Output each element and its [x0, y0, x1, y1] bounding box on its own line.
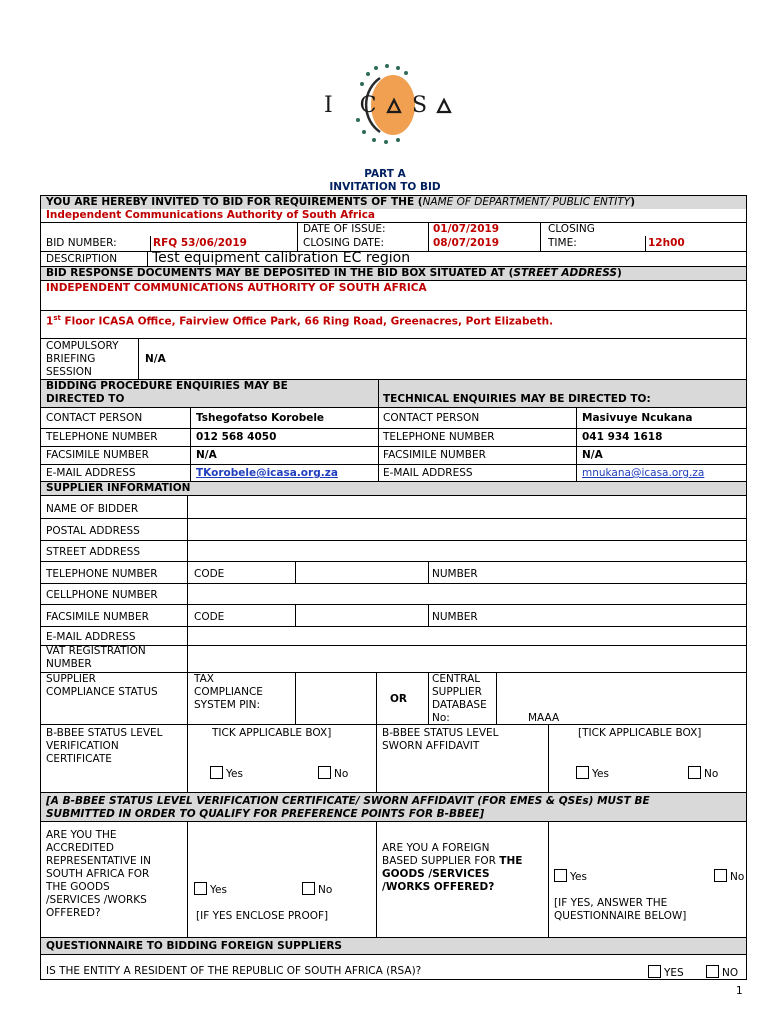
tax-pin-label-2: COMPLIANCE [194, 686, 263, 698]
svg-text:I C: I C [324, 93, 387, 118]
foreign-question-3: GOODS /SERVICES [382, 868, 490, 880]
invite-statement [46, 196, 746, 209]
csd-label-4: No: [432, 712, 450, 724]
technical-fax-label: FACSIMILE NUMBER [383, 449, 486, 461]
deposit-prefix: BID RESPONSE DOCUMENTS MAY BE DEPOSITED IN THE BID BOX SITUATED AT ( [46, 267, 514, 279]
bidding-enquiries-header-2: DIRECTED TO [46, 393, 125, 405]
bbbee-notice-1: [A B-BBEE STATUS LEVEL VERIFICATION CERTIFICATE/ SWORN AFFIDAVIT (FOR EMES & QSEs) MUST BE [46, 795, 650, 807]
foreign-if-yes-2: QUESTIONNAIRE BELOW] [554, 910, 687, 922]
foreign-question-2b: THE [499, 855, 523, 867]
rep-question-5: THE GOODS [46, 881, 110, 893]
bidding-email-label: E-MAIL ADDRESS [46, 467, 136, 479]
technical-email-link[interactable]: mnukana@icasa.org.za [582, 467, 705, 479]
invite-entity: Independent Communications Authority of South Africa [46, 209, 376, 221]
rule [376, 724, 377, 792]
deposit-address-num: 1 [46, 315, 54, 328]
rep-question-2: ACCREDITED [46, 842, 114, 854]
bidding-telephone: 012 568 4050 [196, 431, 277, 443]
bbbee-affidavit-label-2: SWORN AFFIDAVIT [382, 740, 480, 752]
rule [496, 672, 497, 724]
rule [428, 222, 429, 252]
or-label: OR [390, 693, 408, 705]
rule [40, 540, 747, 541]
technical-contact-label: CONTACT PERSON [383, 412, 480, 424]
briefing-label-2: BRIEFING [46, 353, 96, 365]
questionnaire-q1-yes[interactable] [648, 965, 684, 980]
bidding-contact-label: CONTACT PERSON [46, 412, 143, 424]
rep-no[interactable] [302, 882, 332, 897]
bbbee-affidavit-yes-label: Yes [592, 768, 609, 780]
rule [40, 792, 747, 793]
csd-label-1: CENTRAL [432, 673, 481, 685]
bidder-name-label: NAME OF BIDDER [46, 503, 139, 515]
bidding-fax-label: FACSIMILE NUMBER [46, 449, 149, 461]
rule [297, 222, 298, 252]
rule [40, 222, 747, 223]
bbbee-affidavit-label-1: B-BBEE STATUS LEVEL [382, 727, 499, 739]
rule [40, 407, 747, 408]
date-of-issue: 01/07/2019 [433, 223, 500, 235]
tax-pin-label-3: SYSTEM PIN: [194, 699, 261, 711]
technical-enquiries-header: TECHNICAL ENQUIRIES MAY BE DIRECTED TO: [383, 393, 651, 405]
rep-question-6: /SERVICES /WORKS [46, 894, 147, 906]
rule [295, 672, 296, 724]
questionnaire-q1-no-label: NO [722, 967, 739, 979]
csd-maaa: MAAA [528, 712, 560, 724]
rule [40, 604, 747, 605]
supplier-telephone-label: TELEPHONE NUMBER [46, 568, 158, 580]
checkbox-icon[interactable] [714, 869, 727, 882]
rep-yes[interactable] [194, 882, 227, 897]
rule [147, 251, 148, 266]
rep-question-1: ARE YOU THE [46, 829, 117, 841]
closing-time: 12h00 [648, 237, 685, 249]
telephone-number-label: NUMBER [432, 568, 478, 580]
rep-enclose-proof: [IF YES ENCLOSE PROOF] [196, 910, 329, 922]
deposit-authority: INDEPENDENT COMMUNICATIONS AUTHORITY OF SOUTH AFRICA [46, 282, 427, 294]
rule [376, 821, 377, 937]
bbbee-cert-no-label: No [334, 768, 349, 780]
bbbee-cert-label-2: VERIFICATION [46, 740, 119, 752]
checkbox-icon[interactable] [194, 882, 207, 895]
supplier-email-label: E-MAIL ADDRESS [46, 631, 136, 643]
deposit-statement [46, 267, 746, 280]
bidding-contact: Tshegofatso Korobele [196, 412, 325, 424]
rule [40, 724, 747, 725]
bidding-fax: N/A [196, 449, 217, 461]
rule [138, 338, 139, 379]
rep-no-label: No [318, 884, 333, 896]
rule [40, 495, 747, 496]
icasa-logo [310, 60, 470, 145]
rule [40, 672, 747, 673]
technical-telephone: 041 934 1618 [582, 431, 663, 443]
checkbox-icon[interactable] [554, 869, 567, 882]
bidding-email-link[interactable]: TKorobele@icasa.org.za [196, 467, 338, 479]
checkbox-icon[interactable] [576, 766, 589, 779]
bbbee-cert-label-3: CERTIFICATE [46, 753, 112, 765]
rule [548, 821, 549, 937]
bbbee-affidavit-yes[interactable] [576, 766, 609, 781]
rule [295, 561, 296, 583]
bbbee-cert-yes[interactable] [210, 766, 243, 781]
foreign-no[interactable] [714, 869, 744, 884]
bbbee-affidavit-no-label: No [704, 768, 719, 780]
supplier-fax-label: FACSIMILE NUMBER [46, 611, 149, 623]
rule [428, 604, 429, 626]
bid-number: RFQ 53/06/2019 [153, 237, 247, 249]
rep-yes-label: Yes [210, 884, 227, 896]
rule [40, 626, 747, 627]
deposit-italic: STREET ADDRESS [513, 267, 617, 279]
rule [40, 954, 747, 955]
questionnaire-q1-yes-label: YES [664, 967, 684, 979]
table-border-right [746, 195, 747, 980]
rule [428, 561, 429, 583]
bbbee-affidavit-no[interactable] [688, 766, 718, 781]
date-of-issue-label: DATE OF ISSUE: [303, 223, 386, 235]
rule [40, 310, 747, 311]
deposit-suffix: ) [616, 267, 622, 279]
postal-address-label: POSTAL ADDRESS [46, 525, 140, 537]
bbbee-cert-yes-label: Yes [226, 768, 243, 780]
checkbox-icon[interactable] [648, 965, 661, 978]
rule [40, 937, 747, 938]
rule [187, 821, 188, 937]
rule [295, 604, 296, 626]
tax-pin-label-1: TAX [194, 673, 214, 685]
rule [40, 821, 747, 822]
bbbee-tick-label: TICK APPLICABLE BOX] [212, 727, 332, 739]
checkbox-icon[interactable] [706, 965, 719, 978]
bbbee-tick2-label: [TICK APPLICABLE BOX] [578, 727, 702, 739]
vat-label-1: VAT REGISTRATION [46, 645, 146, 657]
invitation-title: INVITATION TO BID [329, 181, 441, 193]
rule [376, 672, 377, 724]
street-address-label: STREET ADDRESS [46, 546, 141, 558]
rule [40, 464, 747, 465]
csd-label-2: SUPPLIER [432, 686, 482, 698]
rule [378, 379, 379, 481]
rule [40, 561, 747, 562]
rep-question-3: REPRESENTATIVE IN [46, 855, 151, 867]
foreign-no-label: No [730, 871, 745, 883]
foreign-yes[interactable] [554, 869, 587, 884]
rule [40, 428, 747, 429]
questionnaire-q1: IS THE ENTITY A RESIDENT OF THE REPUBLIC OF SOUTH AFRICA (RSA)? [46, 965, 422, 977]
rep-question-7: OFFERED? [46, 907, 101, 919]
part-title: PART A [364, 168, 406, 180]
csd-label-3: DATABASE [432, 699, 487, 711]
page-number: 1 [736, 985, 743, 997]
briefing-label-3: SESSION [46, 366, 92, 378]
closing-time-label-2: TIME: [548, 237, 577, 249]
deposit-address-sup: st [53, 314, 61, 322]
table-border-bottom [40, 979, 747, 980]
rule [548, 724, 549, 792]
rule [150, 236, 151, 252]
telephone-code-label: CODE [194, 568, 225, 580]
invite-italic: NAME OF DEPARTMENT/ PUBLIC ENTITY [422, 196, 631, 208]
foreign-question-1: ARE YOU A FOREIGN [382, 842, 490, 854]
checkbox-icon[interactable] [302, 882, 315, 895]
fax-number-label: NUMBER [432, 611, 478, 623]
invite-suffix: ) [630, 196, 636, 208]
deposit-address-rest: Floor ICASA Office, Fairview Office Park, 66 Ring Road, Greenacres, Port Elizabeth. [60, 315, 554, 328]
rule [428, 672, 429, 724]
foreign-yes-label: Yes [570, 871, 587, 883]
bid-number-label: BID NUMBER: [46, 237, 117, 249]
compliance-label-1: SUPPLIER [46, 673, 96, 685]
icasa-logo-graphic [310, 60, 470, 145]
technical-telephone-label: TELEPHONE NUMBER [383, 431, 495, 443]
vat-label-2: NUMBER [46, 658, 92, 670]
description-value: Test equipment calibration EC region [152, 250, 411, 266]
questionnaire-header: QUESTIONNAIRE TO BIDDING FOREIGN SUPPLIERS [46, 940, 342, 952]
technical-email-label: E-MAIL ADDRESS [383, 467, 473, 479]
bbbee-notice-2: SUBMITTED IN ORDER TO QUALIFY FOR PREFERENCE POINTS FOR B-BBEE] [46, 808, 485, 820]
rule [187, 495, 188, 792]
technical-fax: N/A [582, 449, 603, 461]
bbbee-cert-label-1: B-BBEE STATUS LEVEL [46, 727, 163, 739]
checkbox-icon[interactable] [318, 766, 331, 779]
rule [40, 645, 747, 646]
checkbox-icon[interactable] [210, 766, 223, 779]
closing-date-label: CLOSING DATE: [303, 237, 385, 249]
deposit-address [46, 312, 553, 329]
rule [40, 583, 747, 584]
description-label: DESCRIPTION [46, 253, 118, 265]
briefing-value: N/A [145, 353, 166, 365]
rule [40, 446, 747, 447]
closing-time-label-1: CLOSING [548, 223, 595, 235]
supplier-header: SUPPLIER INFORMATION [46, 482, 191, 494]
invite-prefix: YOU ARE HEREBY INVITED TO BID FOR REQUIREMENTS OF THE ( [46, 196, 423, 208]
bidding-telephone-label: TELEPHONE NUMBER [46, 431, 158, 443]
svg-text:S: S [412, 93, 438, 118]
closing-date: 08/07/2019 [433, 237, 500, 249]
rep-question-4: SOUTH AFRICA FOR [46, 868, 150, 880]
foreign-question-2 [382, 855, 522, 868]
cellphone-label: CELLPHONE NUMBER [46, 589, 158, 601]
rule [40, 280, 747, 281]
rule [576, 407, 577, 481]
foreign-question-2a: BASED SUPPLIER FOR [382, 855, 500, 867]
compliance-label-2: COMPLIANCE STATUS [46, 686, 158, 698]
rule [40, 518, 747, 519]
bbbee-cert-no[interactable] [318, 766, 348, 781]
rule [190, 407, 191, 481]
foreign-if-yes-1: [IF YES, ANSWER THE [554, 897, 668, 909]
questionnaire-q1-no[interactable] [706, 965, 738, 980]
table-border-left [40, 195, 41, 980]
fax-code-label: CODE [194, 611, 225, 623]
checkbox-icon[interactable] [688, 766, 701, 779]
bidding-enquiries-header-1: BIDDING PROCEDURE ENQUIRIES MAY BE [46, 380, 288, 392]
foreign-question-4: /WORKS OFFERED? [382, 881, 495, 893]
technical-contact: Masivuye Ncukana [582, 412, 693, 424]
briefing-label-1: COMPULSORY [46, 340, 119, 352]
rule [645, 236, 646, 252]
rule [540, 222, 541, 252]
rule [40, 338, 747, 339]
